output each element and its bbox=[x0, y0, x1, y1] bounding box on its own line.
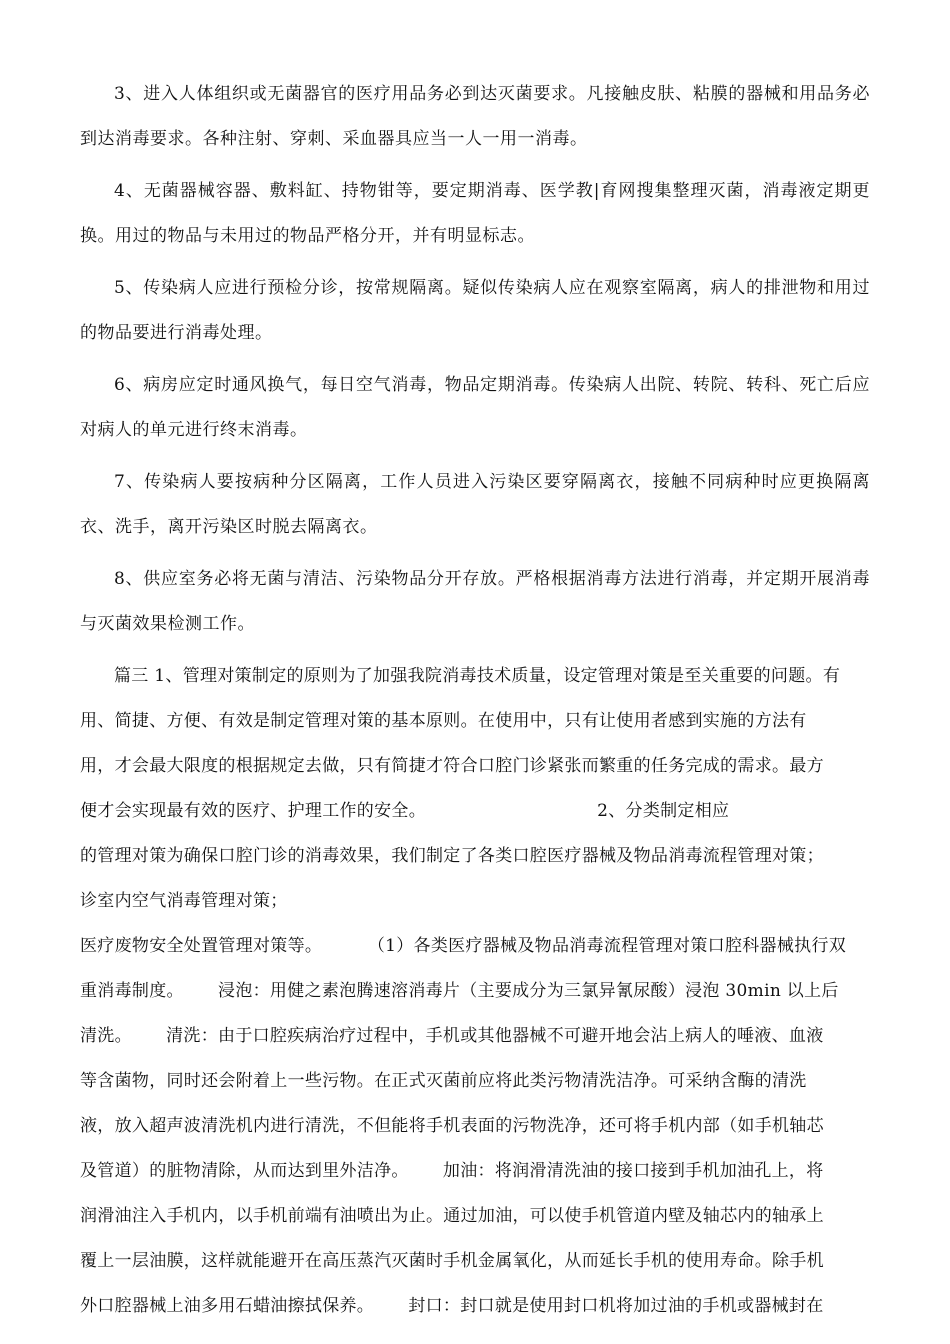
text-line: 便才会实现最有效的医疗、护理工作的安全。 2、分类制定相应 bbox=[80, 801, 730, 821]
paragraph-8: 8、供应室务必将无菌与清洁、污染物品分开存放。严格根据消毒方法进行消毒，并定期开展消毒与灭菌效果检测工作。 bbox=[80, 569, 870, 634]
section-3-text bbox=[80, 654, 870, 1329]
document-page bbox=[80, 72, 870, 1329]
text-line: 及管道）的脏物清除，从而达到里外洁净。 加油：将润滑清洗油的接口接到手机加油孔上，将 bbox=[80, 1161, 824, 1181]
paragraph-7: 7、传染病人要按病种分区隔离，工作人员进入污染区要穿隔离衣，接触不同病种时应更换隔离衣、洗手，离开污染区时脱去隔离衣。 bbox=[80, 472, 870, 537]
text-line: 的管理对策为确保口腔门诊的消毒效果，我们制定了各类口腔医疗器械及物品消毒流程管理对策； bbox=[80, 846, 824, 866]
text-line: 用，才会最大限度的根据规定去做，只有简捷才符合口腔门诊紧张而繁重的任务完成的需求。最方 bbox=[80, 756, 824, 776]
text-line: 医疗废物安全处置管理对策等。 （1）各类医疗器械及物品消毒流程管理对策口腔科器械执行双 bbox=[80, 936, 847, 956]
text-line: 用、简捷、方便、有效是制定管理对策的基本原则。在使用中，只有让使用者感到实施的方法有 bbox=[80, 711, 807, 731]
text-line: 重消毒制度。 浸泡：用健之素泡腾速溶消毒片（主要成分为三氯异氰尿酸）浸泡 30min 以上后 bbox=[80, 981, 839, 1001]
text-line: 外口腔器械上油多用石蜡油擦拭保养。 封口：封口就是使用封口机将加过油的手机或器械封在 bbox=[80, 1296, 824, 1316]
paragraph-6: 6、病房应定时通风换气，每日空气消毒，物品定期消毒。传染病人出院、转院、转科、死亡后应对病人的单元进行终末消毒。 bbox=[80, 375, 870, 440]
text-line: 篇三 1、管理对策制定的原则为了加强我院消毒技术质量，设定管理对策是至关重要的问题。有 bbox=[114, 666, 841, 686]
text-line: 润滑油注入手机内，以手机前端有油喷出为止。通过加油，可以使手机管道内壁及轴芯内的轴承上 bbox=[80, 1206, 824, 1226]
paragraph-5: 5、传染病人应进行预检分诊，按常规隔离。疑似传染病人应在观察室隔离，病人的排泄物和用过的物品要进行消毒处理。 bbox=[80, 278, 870, 343]
text-line: 液，放入超声波清洗机内进行清洗，不但能将手机表面的污物洗净，还可将手机内部（如手机轴芯 bbox=[80, 1116, 824, 1136]
text-line: 等含菌物，同时还会附着上一些污物。在正式灭菌前应将此类污物清洗洁净。可采纳含酶的清洗 bbox=[80, 1071, 807, 1091]
text-line: 清洗。 清洗：由于口腔疾病治疗过程中，手机或其他器械不可避开地会沾上病人的唾液、血液 bbox=[80, 1026, 824, 1046]
paragraph-3: 3、进入人体组织或无菌器官的医疗用品务必到达灭菌要求。凡接触皮肤、粘膜的器械和用品务必到达消毒要求。各种注射、穿刺、采血器具应当一人一用一消毒。 bbox=[80, 84, 870, 149]
text-line: 覆上一层油膜，这样就能避开在高压蒸汽灭菌时手机金属氧化，从而延长手机的使用寿命。除手机 bbox=[80, 1251, 824, 1271]
text-line: 诊室内空气消毒管理对策； bbox=[80, 891, 288, 911]
paragraph-4: 4、无菌器械容器、敷料缸、持物钳等，要定期消毒、医学教|育网搜集整理灭菌，消毒液定期更换。用过的物品与未用过的物品严格分开，并有明显标志。 bbox=[80, 181, 870, 246]
